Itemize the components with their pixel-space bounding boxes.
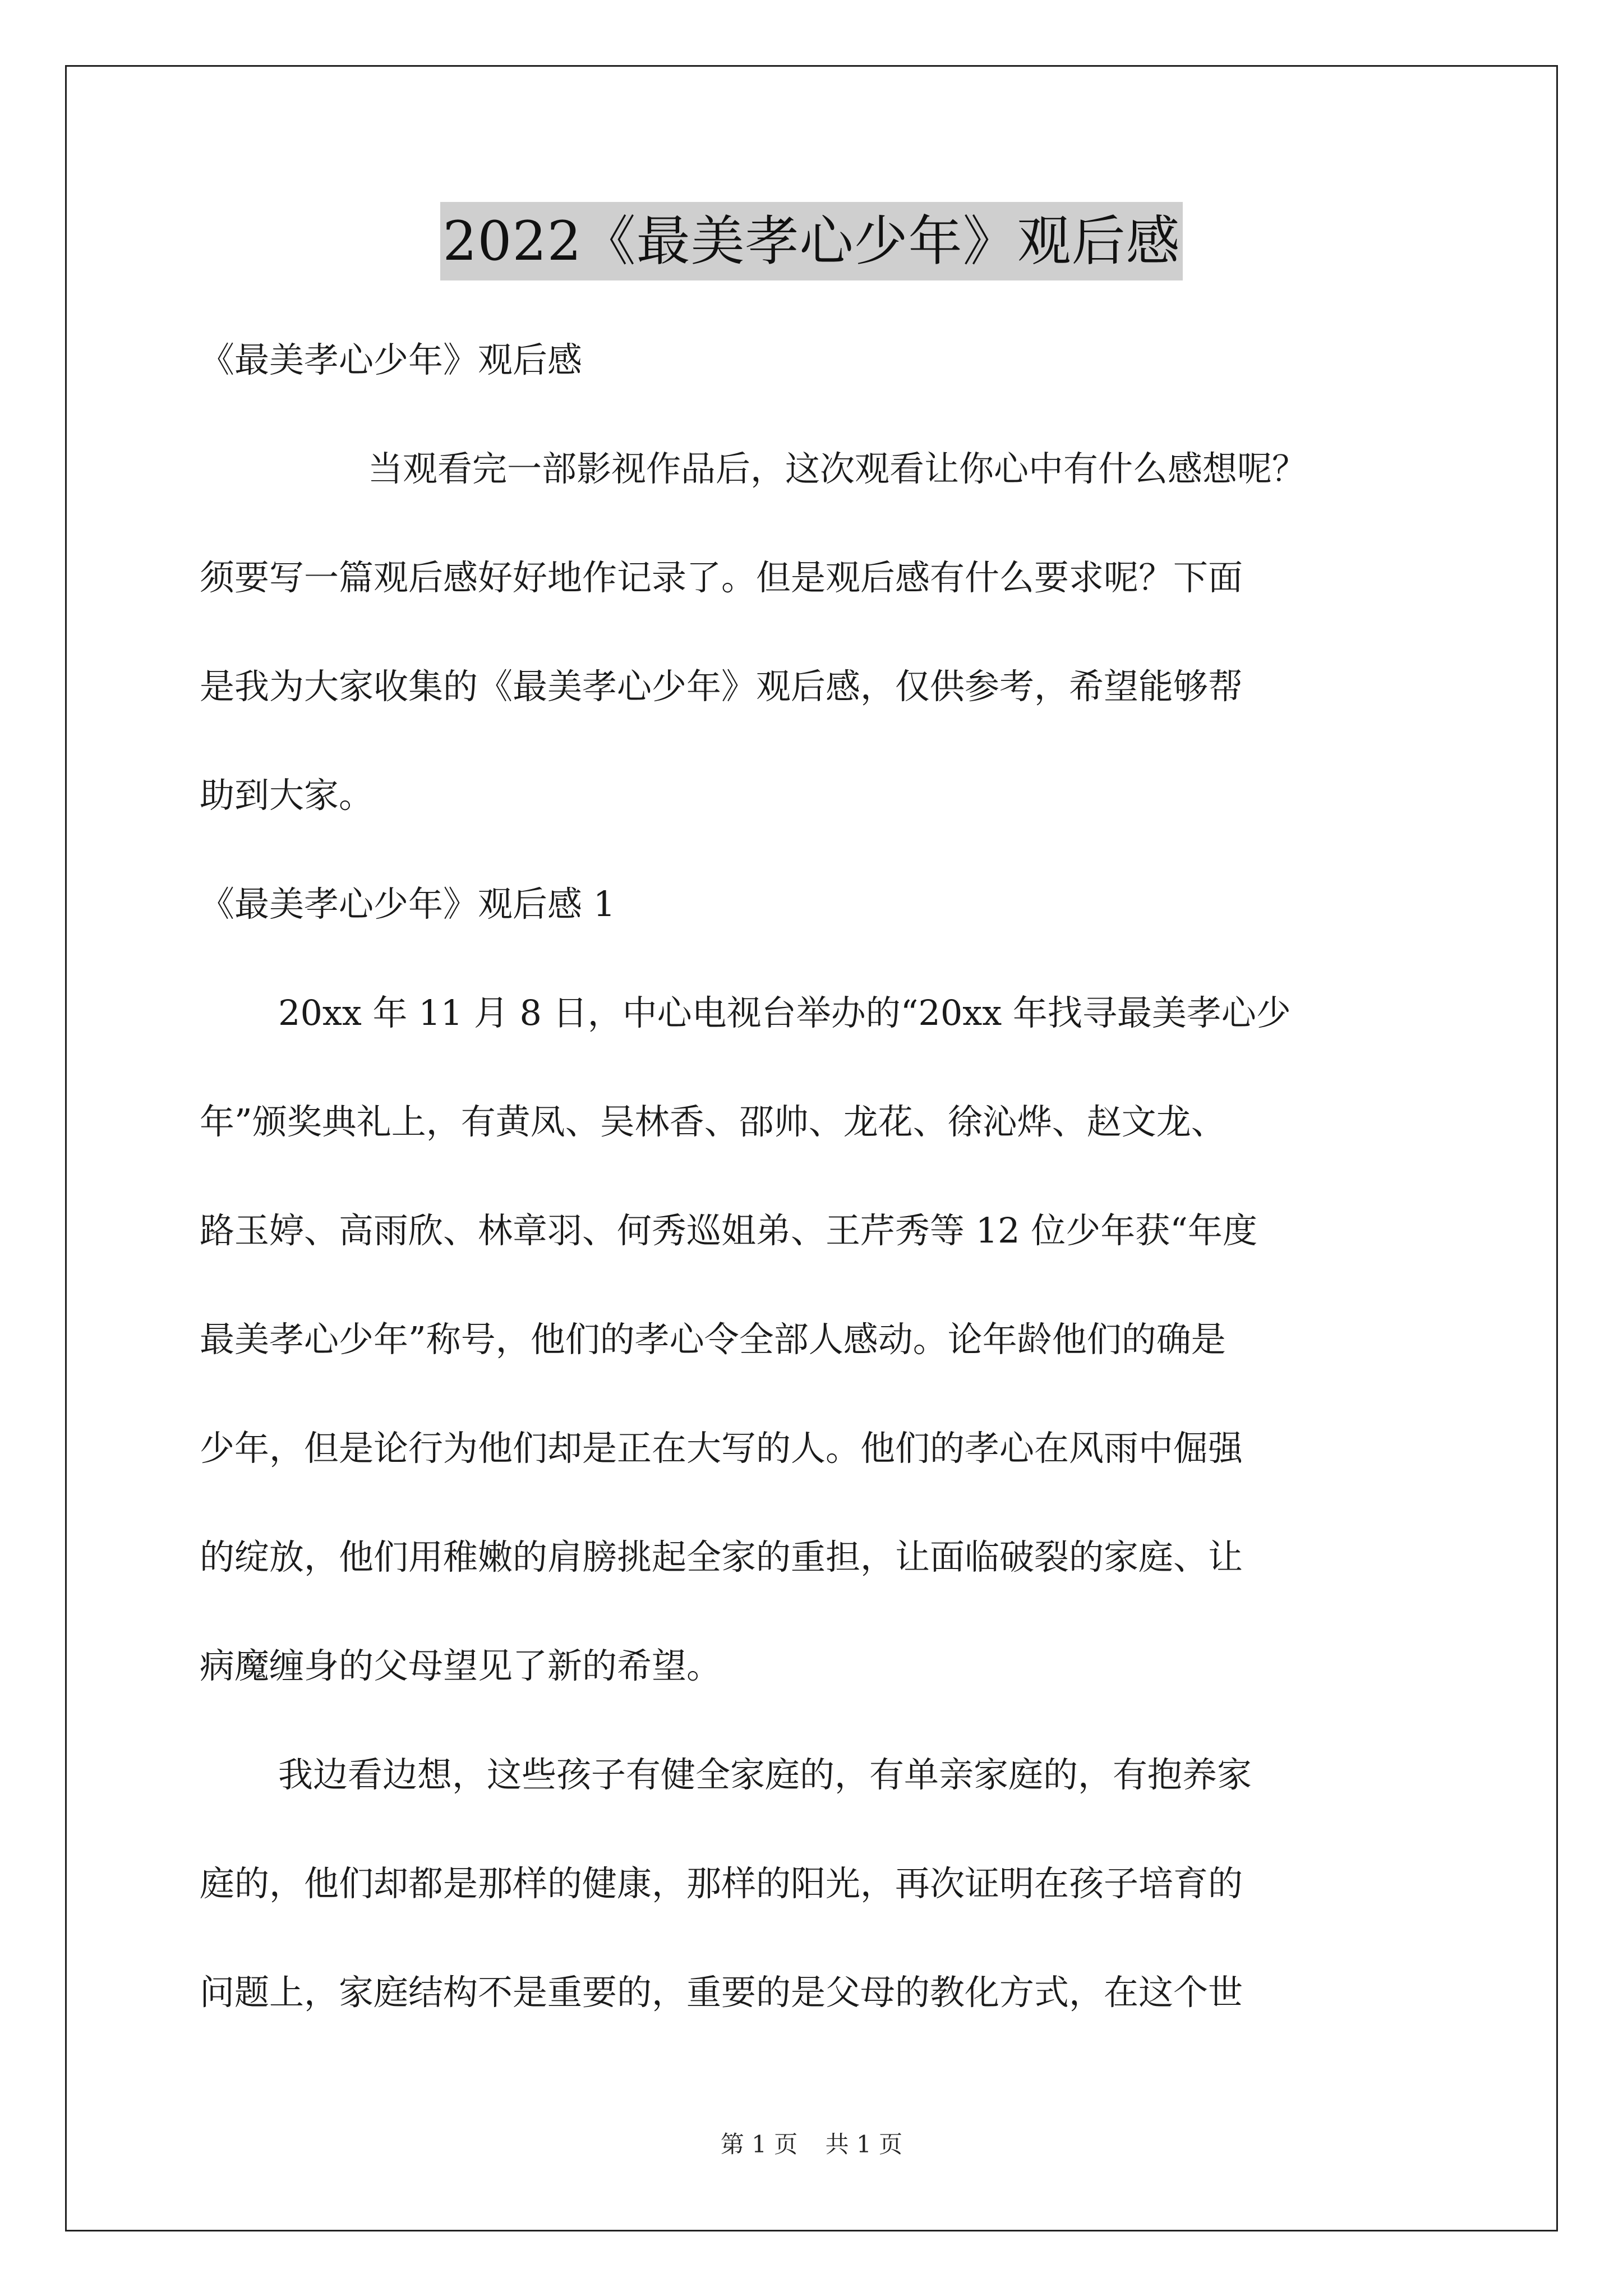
paragraph-line: 年”颁奖典礼上，有黄凤、吴林香、邵帅、龙花、徐沁烨、赵文龙、 — [200, 1101, 1226, 1142]
section-heading: 《最美孝心少年》观后感 1 — [200, 884, 616, 924]
paragraph-line: 20xx 年 11 月 8 日，中心电视台举办的“20xx 年找寻最美孝心少 — [278, 992, 1291, 1033]
intro-paragraph — [200, 415, 1433, 850]
paragraph-line: 的绽放，他们用稚嫩的肩膀挑起全家的重担，让面临破裂的家庭、让 — [200, 1536, 1243, 1577]
document-title: 2022《最美孝心少年》观后感 — [440, 202, 1182, 280]
paragraph-line: 最美孝心少年”称号，他们的孝心令全部人感动。论年龄他们的确是 — [200, 1319, 1226, 1360]
intro-line: 助到大家。 — [200, 775, 374, 816]
title-container — [0, 202, 1623, 280]
document-subtitle: 《最美孝心少年》观后感 — [200, 339, 583, 380]
paragraph-2 — [200, 1720, 1433, 2047]
page-footer — [0, 2126, 1623, 2160]
paragraph-line: 我边看边想，这些孩子有健全家庭的，有单亲家庭的，有抱养家 — [278, 1754, 1252, 1795]
page-total: 共 1 页 — [825, 2131, 903, 2158]
paragraph-line: 少年，但是论行为他们却是正在大写的人。他们的孝心在风雨中倔强 — [200, 1428, 1243, 1469]
paragraph-line: 路玉婷、高雨欣、林章羽、何秀巡姐弟、王芹秀等 12 位少年获“年度 — [200, 1210, 1258, 1251]
paragraph-line: 庭的，他们却都是那样的健康，那样的阳光，再次证明在孩子培育的 — [200, 1863, 1243, 1904]
paragraph-1 — [200, 959, 1433, 1720]
intro-line: 当观看完一部影视作品后，这次观看让你心中有什么感想呢？ — [368, 448, 1307, 489]
intro-line: 须要写一篇观后感好好地作记录了。但是观后感有什么要求呢？下面 — [200, 557, 1243, 598]
paragraph-line: 问题上，家庭结构不是重要的，重要的是父母的教化方式，在这个世 — [200, 1972, 1243, 2013]
intro-line: 是我为大家收集的《最美孝心少年》观后感，仅供参考，希望能够帮 — [200, 666, 1243, 707]
paragraph-line: 病魔缠身的父母望见了新的希望。 — [200, 1645, 722, 1686]
document-body — [200, 306, 1433, 2047]
page-number: 第 1 页 — [720, 2131, 798, 2158]
